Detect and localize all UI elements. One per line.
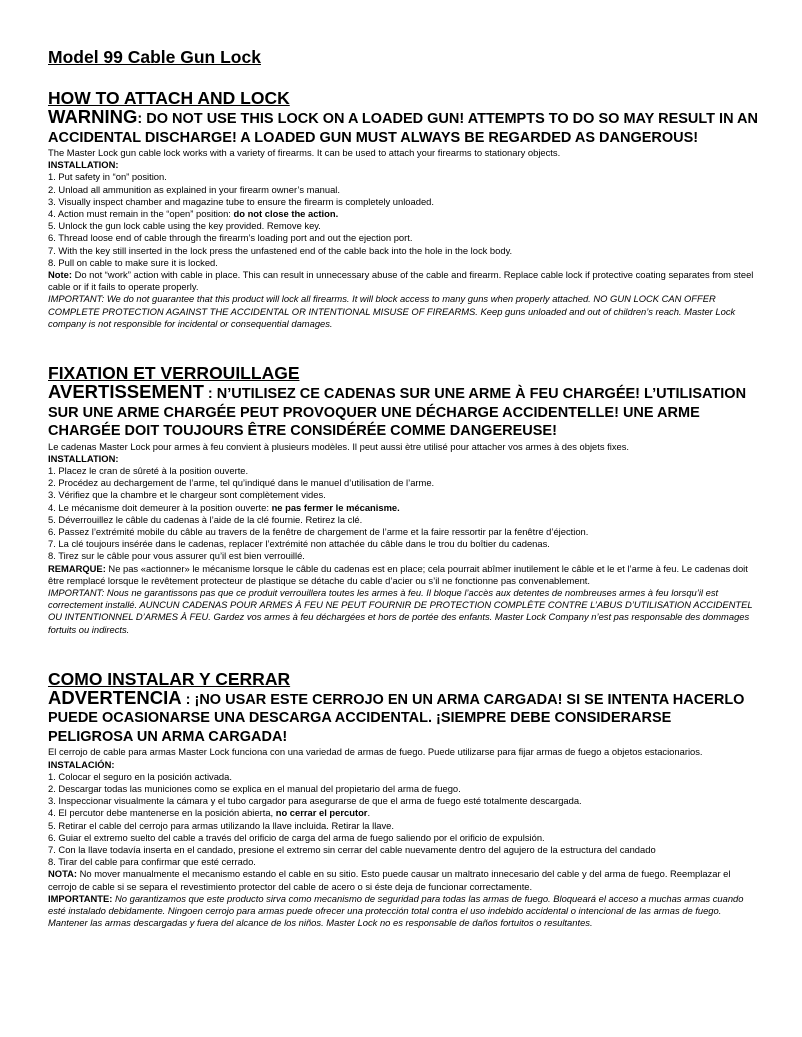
section-spanish	[48, 669, 760, 930]
list-item: 3. Inspeccionar visualmente la cámara y el tubo cargador para asegurarse de que el arma de fuego esté totalmente descargada.	[48, 795, 582, 807]
installation-label: INSTALLATION:	[48, 452, 119, 464]
list-item: 7. With the key still inserted in the lock press the unfastened end of the cable back into the hole in the lock body.	[48, 244, 513, 256]
list-item: 1. Colocar el seguro en la posición activada.	[48, 770, 232, 782]
list-item: 8. Tirar del cable para confirmar que esté cerrado.	[48, 856, 256, 868]
steps-spanish	[48, 771, 760, 869]
list-item: 8. Tirez sur le câble pour vous assurer qu’il est bien verrouillé.	[48, 550, 305, 562]
note-english: Note: Do not “work” action with cable in place. This can result in unnecessary abuse of the cable and firearm. Replace cable lock if protective coating separates from steel cable or if it fails to operate properly.	[48, 269, 754, 293]
installation-label: INSTALACIÓN:	[48, 758, 115, 770]
warning-word: ADVERTENCIA	[48, 686, 182, 708]
list-item: 5. Retirar el cable del cerrojo para armas utilizando la llave incluida. Retirar la llave.	[48, 819, 394, 831]
installation-label: INSTALLATION:	[48, 159, 119, 171]
steps-english	[48, 171, 760, 269]
important-french: IMPORTANT: Nous ne garantissons pas que ce produit verrouillera toutes les armes à feu. Il bloque l’accès aux detentes de nombreuses armes à feu lorsqu’il est correctement installé. AUNCUN CADENAS POUR ARMES À FEU NE PEUT FOURNIR DE PROTECTION COMPLÈTE CONTRE L’ABUS D’UTILISATION ACCIDENTEL OU INTENTIONNEL D’ARMES À FEU. Gardez vos armes à feu déchargées et hors de portée des enfants. Master Lock Company n’est pas responsable des dommages fortuits ou indirects.	[48, 586, 753, 635]
warning-spanish	[48, 686, 760, 747]
intro-french: Le cadenas Master Lock pour armes à feu convient à plusieurs modèles. Il peut aussi ètre utilisé pour attacher vos armes à des objets fixes.	[48, 440, 630, 452]
warning-word: AVERTISSEMENT	[48, 381, 204, 403]
important-label: IMPORTANTE:	[48, 892, 113, 904]
list-item: 1. Put safety in “on” position.	[48, 171, 167, 183]
warning-text: : N’UTILISEZ CE CADENAS SUR UNE ARME À FEU CHARGÉE! L’UTILISATION SUR UNE ARME CHARGÉE PEUT PROVOQUER UNE DÉCHARGE ACCIDENTELLE! UNE ARME CHARGÉE DOIT TOUJOURS ÊTRE CONSIDÉRÉE COMME DANGEREUSE!	[48, 386, 747, 440]
warning-french	[48, 383, 760, 441]
list-item: 2. Procédez au dechargement de l’arme, tel qu’indiqué dans le manuel d’utilisation de l’arme.	[48, 477, 435, 489]
important-english: IMPORTANT: We do not guarantee that this product will lock all firearms. It will block access to many guns when properly attached. NO GUN LOCK CAN OFFER COMPLETE PROTECTION AGAINST THE ACCIDENTAL OR INTENTIONAL MISUSE OF FIREARMS. Keep guns unloaded and out of children’s reach. Master Lock company is not responsible for incidental or consequential damages.	[48, 293, 736, 329]
list-item: 6. Thread loose end of cable through the firearm’s loading port and out the ejection port.	[48, 232, 413, 244]
section-heading-french: FIXATION ET VERROUILLAGE	[48, 363, 300, 384]
list-item: 1. Placez le cran de sûreté à la position ouverte.	[48, 464, 249, 476]
warning-text: : ¡NO USAR ESTE CERROJO EN UN ARMA CARGADA! SI SE INTENTA HACERLO PUEDE OCASIONARSE UNA DESCARGA ACCIDENTAL. ¡SIEMPRE DEBE CONSIDERARSE PELIGROSA UN ARMA CARGADA!	[48, 691, 745, 745]
important-spanish: IMPORTANTE: No garantizamos que este producto sirva como mecanismo de seguridad para todas las armas de fuego. Bloqueará el acceso a muchas armas cuando esté instalado debidamente. Ningoen cerrojo para armas puede ofrecer una protección total contra el uso indebido accidental o intencional de las armas de fuego. Mantener las armas descargadas y fuera del alcance de los niños. Master Lock no es responsable de daños fortuitos o resultantes.	[48, 892, 744, 929]
note-french: REMARQUE: Ne pas «actionner» le mécanisme lorsque le câble du cadenas est en place; cela pourrait abîmer inutilement le câble et le et l’arme à feu. Le cadenas doit être remplacé lorsque le revêtement protecteur de plastique se détache du cable d’acier ou s’il ne fonctionne pas convenablement.	[48, 562, 748, 586]
note-label: REMARQUE:	[48, 562, 106, 574]
list-item: 8. Pull on cable to make sure it is locked.	[48, 256, 218, 268]
list-item: 5. Déverrouillez le câble du cadenas à l’aide de la clé fournie. Retirez la clé.	[48, 513, 363, 525]
warning-english	[48, 108, 760, 147]
list-item: 4. El percutor debe mantenerse en la posición abierta, no cerrar el percutor.	[48, 807, 371, 819]
list-item: 6. Passez l’extrémité mobile du câble au travers de la fenêtre de chargement de l’arme et la faire ressortir par la fenêtre d’éjection.	[48, 525, 589, 537]
list-item: 7. La clé toujours insérée dans le cadenas, replacer l’extrémité non attachée du câble dans le trou du boîtier du cadenas.	[48, 538, 550, 550]
list-item: 5. Unlock the gun lock cable using the key provided. Remove key.	[48, 220, 321, 232]
list-item: 2. Unload all ammunition as explained in your firearm owner’s manual.	[48, 183, 340, 195]
list-item: 6. Guiar el extremo suelto del cable a través del orificio de carga del arma de fuego saliendo por el orificio de expulsión.	[48, 831, 545, 843]
note-label: NOTA:	[48, 868, 77, 880]
warning-text: : DO NOT USE THIS LOCK ON A LOADED GUN! ATTEMPTS TO DO SO MAY RESULT IN AN ACCIDENTAL DISCHARGE! A LOADED GUN MUST ALWAYS BE REGARDED AS DANGEROUS!	[48, 111, 758, 146]
document-page	[48, 46, 760, 929]
list-item: 2. Descargar todas las municiones como se explica en el manual del propietario del arma de fuego.	[48, 782, 461, 794]
intro-english: The Master Lock gun cable lock works with a variety of firearms. It can be used to attach your firearms to stationary objects.	[48, 147, 561, 158]
section-english	[48, 88, 760, 330]
intro-spanish: El cerrojo de cable para armas Master Lock funciona con una variedad de armas de fuego. Puede utilizarse para fijar armas de fuego a objetos estacionarios.	[48, 746, 703, 758]
step-emphasis: no cerrar el percutor	[275, 807, 368, 819]
section-heading-spanish: COMO INSTALAR Y CERRAR	[48, 668, 291, 689]
warning-word: WARNING	[48, 106, 138, 127]
note-label: Note:	[48, 269, 72, 281]
list-item: 3. Visually inspect chamber and magazine tube to ensure the firearm is completely unloaded.	[48, 195, 434, 207]
list-item: 3. Vérifiez que la chambre et le chargeur sont complètement vides.	[48, 489, 326, 501]
section-heading-english: HOW TO ATTACH AND LOCK	[48, 88, 290, 108]
step-emphasis: do not close the action.	[233, 208, 339, 220]
steps-french	[48, 465, 760, 563]
note-spanish: NOTA: No mover manualmente el mecanismo estando el cable en su sitio. Esto puede causar un maltrato innecesario del cable y del arma de fuego. Reemplazar el cerrojo de cable si se separa el revestimiento protector del cable de acero o si éste deja de funcionar correctamente.	[48, 868, 731, 892]
step-emphasis: ne pas fermer le mécanisme.	[271, 501, 400, 513]
list-item: 4. Action must remain in the “open” position: do not close the action.	[48, 208, 339, 220]
document-title: Model 99 Cable Gun Lock	[48, 47, 261, 67]
section-french	[48, 363, 760, 636]
list-item: 7. Con la llave todavía inserta en el candado, presione el extremo sin cerrar del cable nuevamente dentro del agujero de la estructura del candado	[48, 843, 656, 855]
list-item: 4. Le mécanisme doit demeurer à la position ouverte: ne pas fermer le mécanisme.	[48, 501, 400, 513]
